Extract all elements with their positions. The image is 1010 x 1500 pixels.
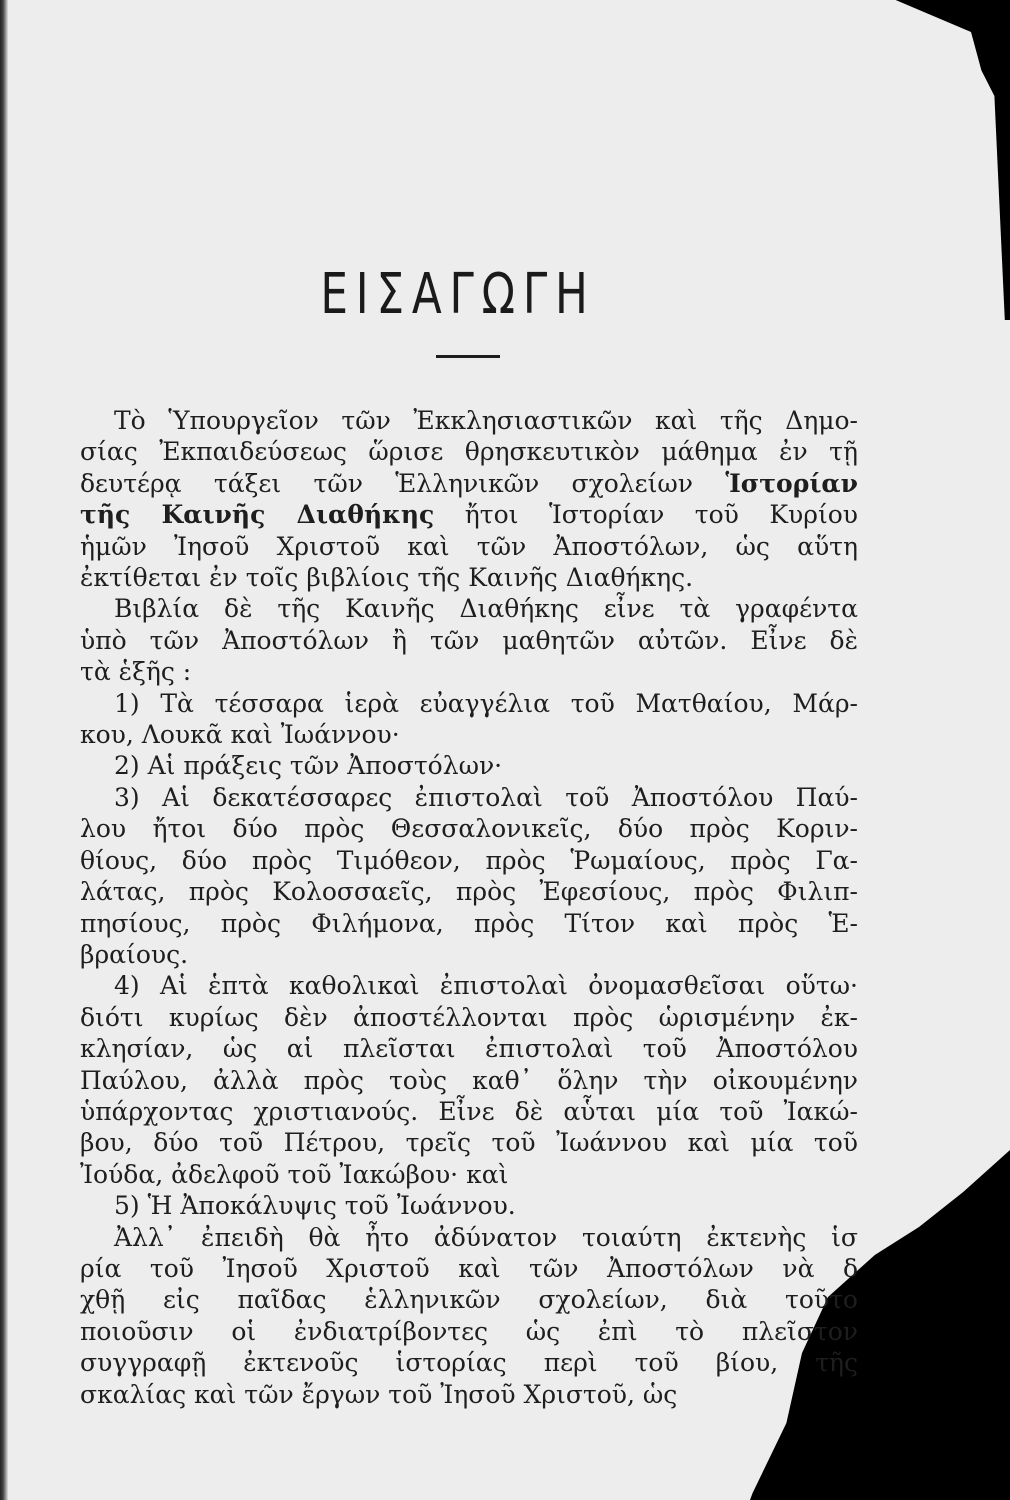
line-text: χθῇ εἰς παῖδας ἑλληνικῶν σχολείων, διὰ τοῦτο [80, 1285, 858, 1315]
paragraph [80, 1190, 858, 1221]
body-text [80, 405, 858, 1410]
paragraph [80, 405, 858, 593]
text-line [80, 405, 858, 436]
line-text: 5) Ἡ Ἀποκάλυψις τοῦ Ἰωάννου. [114, 1191, 516, 1221]
line-text: λάτας, πρὸς Κολοσσαεῖς, πρὸς Ἐφεσίους, πρὸς Φιλιπ- [80, 877, 858, 907]
line-text: θίους, δύο πρὸς Τιμόθεον, πρὸς Ῥωμαίους, πρὸς Γα- [80, 845, 858, 875]
title-divider [436, 355, 500, 358]
line-text: συγγραφῇ ἐκτενοῦς ἱστορίας περὶ τοῦ βίου, τῆς [80, 1348, 858, 1378]
text-line [80, 1379, 858, 1410]
text-line [80, 1190, 858, 1221]
text-line [80, 750, 858, 781]
line-text: κου, Λουκᾶ καὶ Ἰωάννου· [80, 720, 400, 750]
paragraph [80, 750, 858, 781]
line-text: Ἰούδα, ἀδελφοῦ τοῦ Ἰακώβου· καὶ [80, 1159, 509, 1189]
line-text: Τὸ Ὑπουργεῖον τῶν Ἐκκλησιαστικῶν καὶ τῆς Δημο- [114, 406, 858, 435]
bold-phrase: Ἱστορίαν [725, 468, 859, 498]
paragraph [80, 593, 858, 687]
page-title: ΕΙΣΑΓΩΓΗ [320, 262, 596, 327]
text-line [80, 876, 858, 907]
text-line [80, 1002, 858, 1033]
paragraph [80, 688, 858, 751]
text-line [80, 562, 858, 593]
line-text: σκαλίας καὶ τῶν ἔργων τοῦ Ἰησοῦ Χριστοῦ, ὡς [80, 1379, 678, 1409]
line-text: ποιοῦσιν οἱ ἐνδιατρίβοντες ὡς ἐπὶ τὸ πλεῖστον [80, 1316, 858, 1346]
text-line [80, 782, 858, 813]
text-line [80, 625, 858, 656]
text-line [80, 939, 858, 970]
text-line [80, 499, 858, 530]
line-text: λου ἤτοι δύο πρὸς Θεσσαλονικεῖς, δύο πρὸς Κοριν- [80, 814, 858, 844]
line-text: 1) Τὰ τέσσαρα ἱερὰ εὐαγγέλια τοῦ Ματθαίου, Μάρ- [114, 688, 858, 718]
paragraph [80, 782, 858, 970]
text-line [80, 1222, 858, 1253]
line-text: ἐκτίθεται ἐν τοῖς βιβλίοις τῆς Καινῆς Διαθήκης. [80, 563, 694, 593]
line-text: τὰ ἑξῆς : [80, 657, 192, 687]
text-line [80, 813, 858, 844]
text-line [80, 1096, 858, 1127]
text-line [80, 1316, 858, 1347]
line-text: 2) Αἱ πράξεις τῶν Ἀποστόλων· [114, 751, 503, 781]
page-binding-edge [0, 0, 8, 1500]
text-line [80, 688, 858, 719]
text-line [80, 1033, 858, 1064]
line-text: ρία τοῦ Ἰησοῦ Χριστοῦ καὶ τῶν Ἀποστόλων νὰ δ [80, 1253, 858, 1283]
line-text: ἤτοι Ἱστορίαν τοῦ Κυρίου [464, 500, 859, 530]
line-text: διότι κυρίως δὲν ἀποστέλλονται πρὸς ὡρισμένην ἐκ- [80, 1002, 858, 1032]
text-line [80, 1347, 858, 1378]
line-text: Ἀλλ᾽ ἐπειδὴ θὰ ἦτο ἀδύνατον τοιαύτη ἐκτενὴς ἱσ [114, 1222, 858, 1252]
paragraph [80, 1222, 858, 1410]
text-line [80, 1127, 858, 1158]
line-text: Παύλου, ἀλλὰ πρὸς τοὺς καθ᾽ ὅλην τὴν οἰκουμένην [80, 1065, 858, 1095]
text-line [80, 1065, 858, 1096]
text-line [80, 1284, 858, 1315]
line-text: σίας Ἐκπαιδεύσεως ὥρισε θρησκευτικὸν μάθημα ἐν τῇ [80, 437, 858, 467]
line-text: βραίους. [80, 939, 189, 969]
line-text: κλησίαν, ὡς αἱ πλεῖσται ἐπιστολαὶ τοῦ Ἀποστόλου [80, 1034, 858, 1064]
line-text: πησίους, πρὸς Φιλήμονα, πρὸς Τίτον καὶ πρὸς Ἑ- [80, 908, 858, 938]
text-line [80, 436, 858, 467]
line-text: δευτέρᾳ τάξει τῶν Ἑλληνικῶν σχολείων [80, 468, 693, 498]
line-text: βου, δύο τοῦ Πέτρου, τρεῖς τοῦ Ἰωάννου καὶ μία τοῦ [80, 1128, 858, 1158]
text-line [80, 1253, 858, 1284]
text-line [80, 845, 858, 876]
text-line [80, 593, 858, 624]
line-text: Βιβλία δὲ τῆς Καινῆς Διαθήκης εἶνε τὰ γραφέντα [114, 594, 858, 624]
paper-sheet [8, 0, 1010, 1500]
line-text: 3) Αἱ δεκατέσσαρες ἐπιστολαὶ τοῦ Ἀποστόλου Παύ- [114, 782, 858, 812]
line-text: ὑπὸ τῶν Ἀποστόλων ἢ τῶν μαθητῶν αὐτῶν. Εἶνε δὲ [80, 625, 858, 655]
text-line [80, 719, 858, 750]
text-line [80, 656, 858, 687]
text-line [80, 970, 858, 1001]
paragraph [80, 970, 858, 1190]
line-text: ἡμῶν Ἰησοῦ Χριστοῦ καὶ τῶν Ἀποστόλων, ὡς αὕτη [80, 531, 858, 561]
text-line [80, 1159, 858, 1190]
text-line [80, 468, 858, 499]
bold-phrase: τῆς Καινῆς Διαθήκης [80, 500, 435, 530]
line-text: ὑπάρχοντας χριστιανούς. Εἶνε δὲ αὗται μία τοῦ Ἰακώ- [80, 1096, 858, 1126]
text-line [80, 531, 858, 562]
text-line [80, 908, 858, 939]
line-text: 4) Αἱ ἑπτὰ καθολικαὶ ἐπιστολαὶ ὀνομασθεῖσαι οὕτω· [114, 971, 858, 1001]
torn-top-corner [880, 0, 1010, 320]
